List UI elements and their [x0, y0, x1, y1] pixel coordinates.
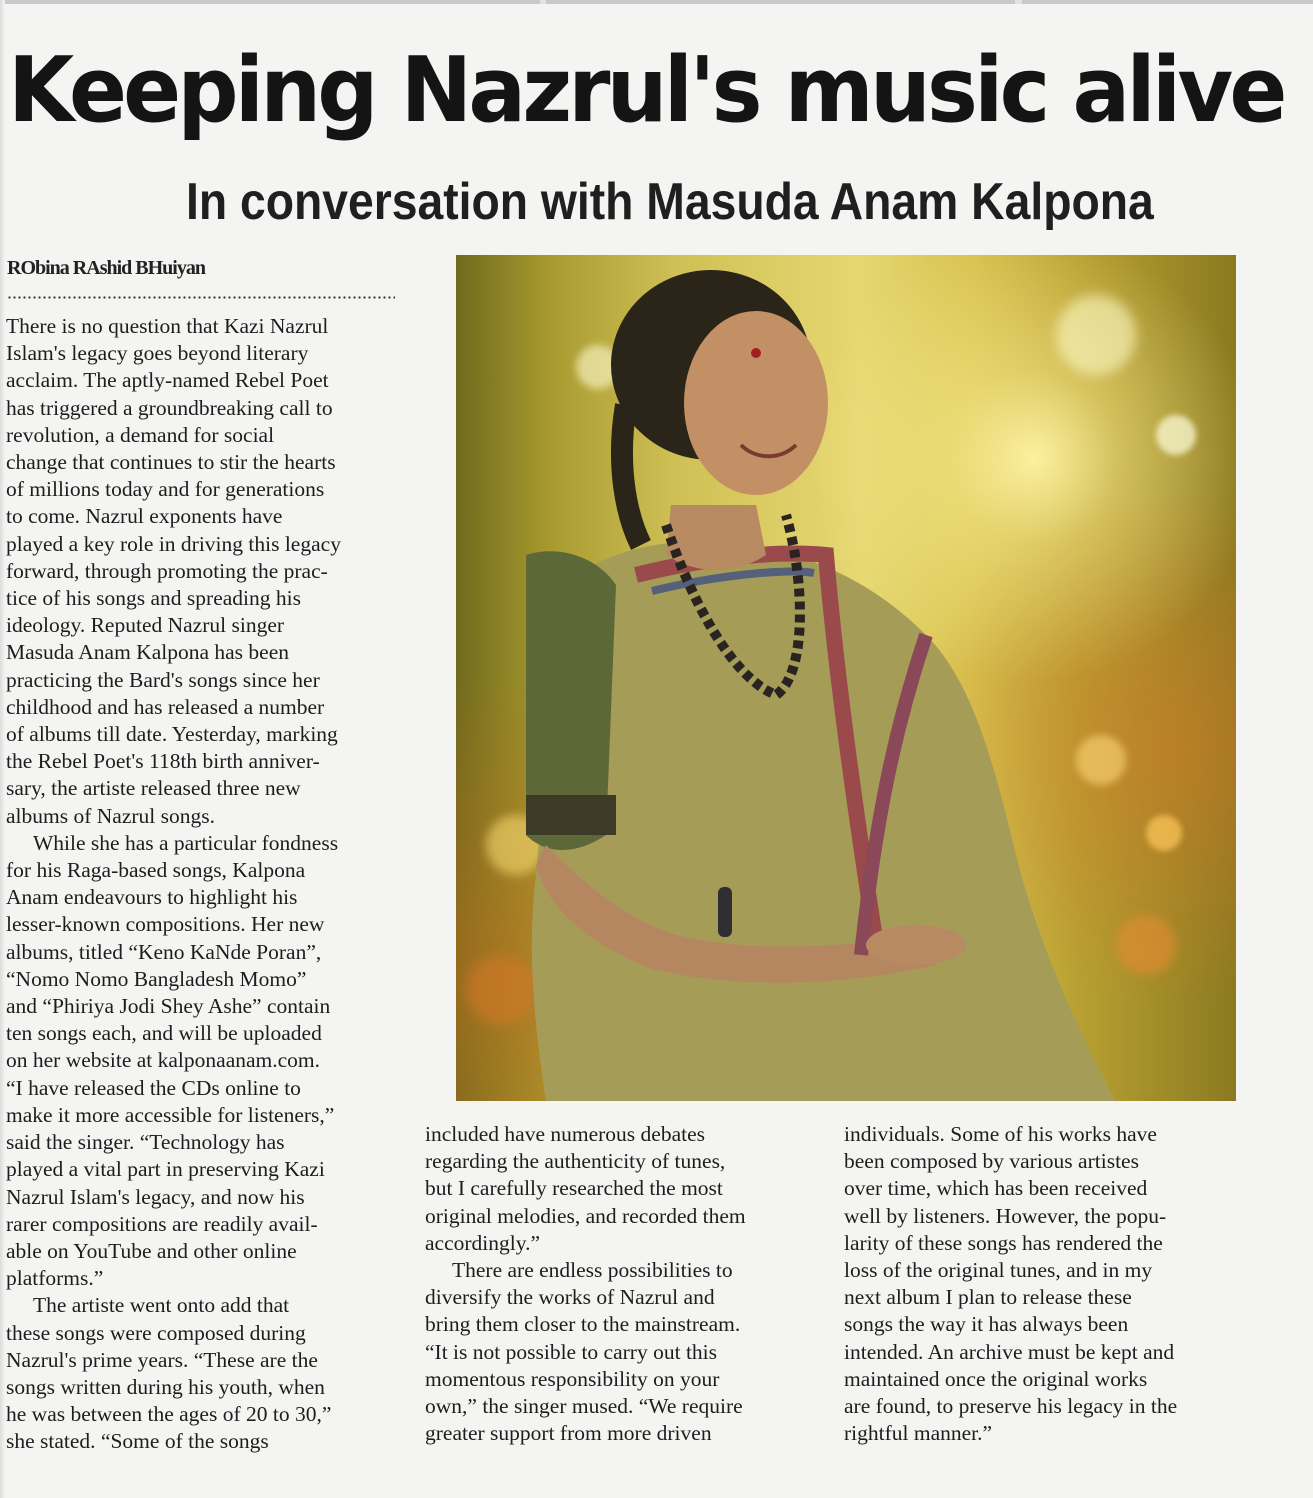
- article-text-line: original melodies, and recorded them: [425, 1203, 746, 1228]
- article-text-line: well by listeners. However, the popu-: [844, 1203, 1167, 1228]
- article-text-line: individuals. Some of his works have: [844, 1122, 1157, 1146]
- article-text-line: rarer compositions are readily avail-: [6, 1211, 318, 1236]
- article-text-line: accordingly.”: [425, 1230, 541, 1255]
- article-text-line: played a key role in driving this legacy: [6, 531, 341, 556]
- article-text-line: are found, to preserve his legacy in the: [844, 1394, 1178, 1419]
- article-text-line: for his Raga-based songs, Kalpona: [6, 858, 306, 883]
- face: [684, 311, 828, 495]
- article-text-line: acclaim. The aptly-named Rebel Poet: [6, 368, 329, 393]
- neck: [666, 505, 766, 570]
- article-text-line: greater support from more driven: [425, 1421, 712, 1446]
- article-text-line: “Nomo Nomo Bangladesh Momo”: [6, 966, 307, 991]
- article-text-line: lesser-known compositions. Her new: [6, 912, 325, 937]
- article-text-line: childhood and has released a number: [6, 694, 325, 719]
- article-photo: [456, 255, 1236, 1101]
- article-text-line: ten songs each, and will be uploaded: [6, 1021, 322, 1046]
- byline-dotted-rule: [7, 296, 395, 299]
- saree-body: [532, 541, 1116, 1101]
- article-subheadline: In conversation with Masuda Anam Kalpona: [186, 173, 1154, 231]
- article-text-line: While she has a particular fondness: [33, 830, 339, 855]
- article-text-line: “It is not possible to carry out this: [425, 1339, 718, 1364]
- article-column-2: [425, 1121, 825, 1447]
- article-text-line: sary, the artiste released three new: [6, 776, 301, 801]
- article-text-line: said the singer. “Technology has: [6, 1130, 285, 1155]
- article-column-1: [6, 313, 406, 1456]
- article-text-line: of millions today and for generations: [6, 477, 325, 502]
- article-text-line: has triggered a groundbreaking call to: [6, 395, 333, 420]
- article-text-line: diversify the works of Nazrul and: [425, 1285, 715, 1310]
- article-text-line: platforms.”: [6, 1266, 104, 1291]
- article-text-line: There are endless possibilities to: [452, 1258, 733, 1283]
- article-text-line: make it more accessible for listeners,”: [6, 1102, 335, 1127]
- article-text-line: the Rebel Poet's 118th birth anniver-: [6, 749, 320, 774]
- article-text-line: over time, which has been received: [844, 1176, 1148, 1201]
- article-text-line: on her website at kalponaanam.com.: [6, 1048, 321, 1073]
- article-headline: Keeping Nazrul's music alive: [8, 38, 1284, 143]
- article-text-line: rightful manner.”: [844, 1421, 993, 1446]
- article-text-line: been composed by various artistes: [844, 1149, 1139, 1174]
- article-byline: RObina RAshid BHuiyan: [7, 257, 205, 279]
- article-text-line: loss of the original tunes, and in my: [844, 1258, 1153, 1283]
- article-text-line: songs written during his youth, when: [6, 1374, 325, 1399]
- article-text-line: to come. Nazrul exponents have: [6, 504, 283, 529]
- article-text-line: forward, through promoting the prac-: [6, 558, 328, 583]
- article-text-line: There is no question that Kazi Nazrul: [6, 314, 329, 338]
- article-text-line: she stated. “Some of the songs: [6, 1429, 269, 1454]
- page-left-edge: [0, 0, 5, 1498]
- article-text-line: bring them closer to the mainstream.: [425, 1312, 741, 1337]
- article-text-line: “I have released the CDs online to: [6, 1075, 301, 1100]
- page-top-rule: [0, 0, 1313, 4]
- article-text-line: revolution, a demand for social: [6, 422, 275, 447]
- article-text-line: tice of his songs and spreading his: [6, 586, 301, 611]
- article-text-line: Nazrul Islam's legacy, and now his: [6, 1184, 305, 1209]
- bindi: [751, 348, 761, 358]
- article-text-line: of albums till date. Yesterday, marking: [6, 722, 338, 747]
- article-text-line: included have numerous debates: [425, 1122, 706, 1146]
- article-text-line: played a vital part in preserving Kazi: [6, 1157, 325, 1182]
- article-text-line: albums of Nazrul songs.: [6, 803, 215, 828]
- article-text-line: but I carefully researched the most: [425, 1176, 723, 1201]
- sleeve-band: [526, 795, 616, 835]
- article-text-line: able on YouTube and other online: [6, 1238, 297, 1263]
- article-text-line: practicing the Bard's songs since her: [6, 667, 320, 692]
- article-text-line: Nazrul's prime years. “These are the: [6, 1347, 318, 1372]
- article-text-line: Anam endeavours to highlight his: [6, 885, 298, 910]
- article-text-line: Islam's legacy goes beyond literary: [6, 341, 309, 366]
- article-text-line: he was between the ages of 20 to 30,”: [6, 1402, 332, 1427]
- article-text-line: and “Phiriya Jodi Shey Ashe” contain: [6, 994, 331, 1019]
- article-text-line: regarding the authenticity of tunes,: [425, 1149, 726, 1174]
- article-text-line: larity of these songs has rendered the: [844, 1230, 1163, 1255]
- article-text-line: intended. An archive must be kept and: [844, 1339, 1175, 1364]
- article-text-line: albums, titled “Keno KaNde Poran”,: [6, 939, 322, 964]
- hands: [866, 925, 966, 965]
- article-text-line: next album I plan to release these: [844, 1285, 1132, 1310]
- article-text-line: maintained once the original works: [844, 1366, 1148, 1391]
- article-text-line: The artiste went onto add that: [33, 1293, 290, 1318]
- article-text-line: Masuda Anam Kalpona has been: [6, 640, 290, 665]
- bangle: [718, 887, 732, 937]
- article-text-line: these songs were composed during: [6, 1320, 306, 1345]
- article-text-line: change that continues to stir the hearts: [6, 450, 336, 475]
- singer-figure: [456, 255, 1236, 1101]
- article-text-line: songs the way it has always been: [844, 1312, 1129, 1337]
- article-text-line: momentous responsibility on your: [425, 1366, 720, 1391]
- article-text-line: ideology. Reputed Nazrul singer: [6, 613, 285, 638]
- article-text-line: own,” the singer mused. “We require: [425, 1394, 743, 1419]
- article-column-3: [844, 1121, 1244, 1447]
